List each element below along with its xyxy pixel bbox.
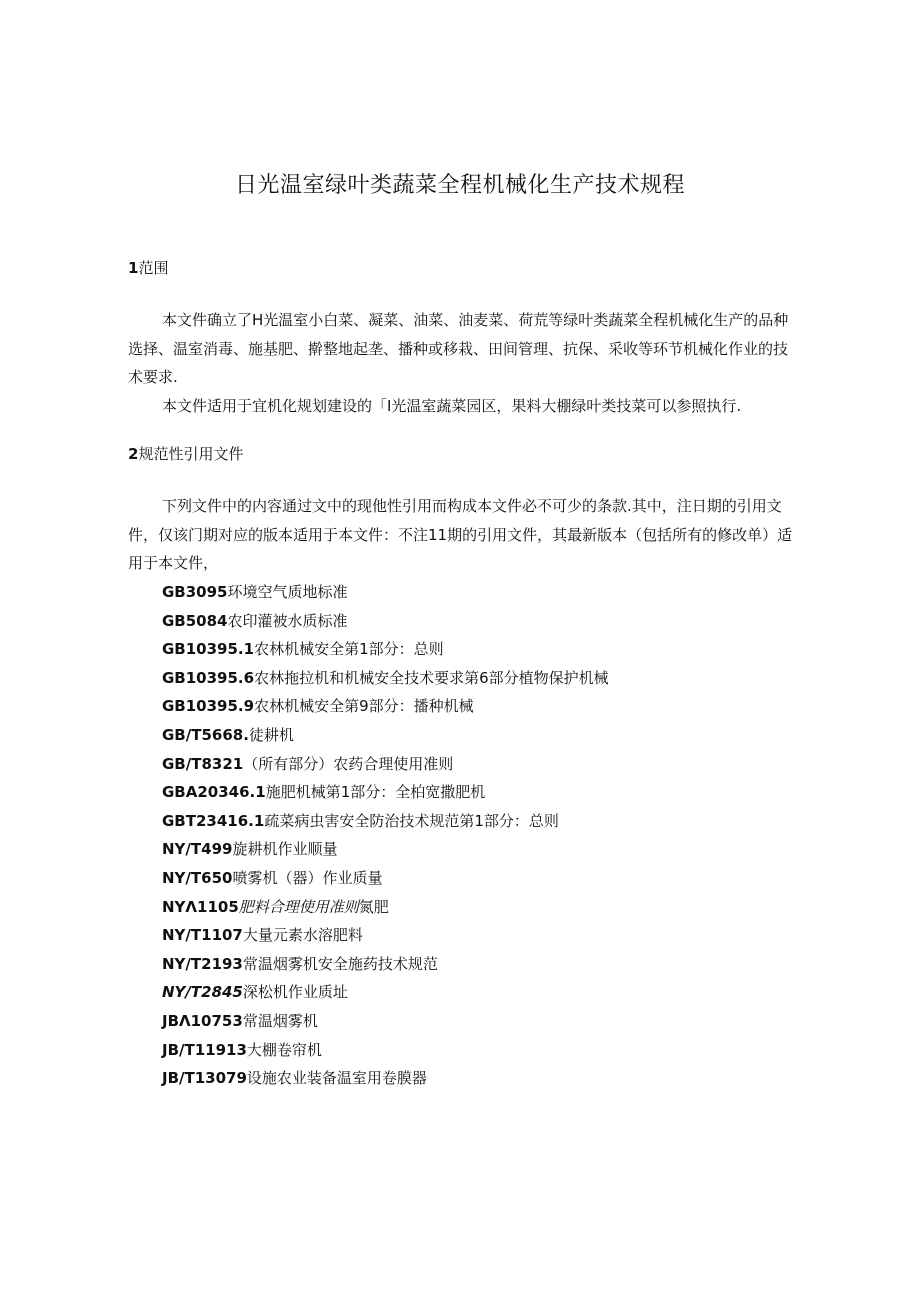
reference-item bbox=[162, 807, 609, 836]
reference-code: GBA20346.1 bbox=[162, 783, 266, 802]
reference-code: NY/T650 bbox=[162, 868, 233, 887]
reference-code: GB10395.1 bbox=[162, 640, 255, 659]
reference-title: 大棚卷帘机 bbox=[246, 1040, 322, 1059]
reference-item bbox=[162, 692, 609, 721]
reference-item bbox=[162, 635, 609, 664]
reference-title: 农印灌被水质标准 bbox=[227, 611, 348, 630]
section-number: 2 bbox=[128, 445, 139, 463]
reference-item bbox=[162, 921, 609, 950]
reference-title: 氮肥 bbox=[358, 897, 389, 916]
reference-item bbox=[162, 950, 609, 979]
reference-title: 大量元素水溶肥料 bbox=[242, 926, 363, 945]
reference-code: NY/T2193 bbox=[162, 954, 243, 973]
reference-code: GB/T5668. bbox=[162, 725, 249, 744]
reference-code: JBΛ10753 bbox=[162, 1011, 243, 1030]
section-number: 1 bbox=[128, 259, 139, 277]
reference-item bbox=[162, 1007, 609, 1036]
reference-title: 常温烟雾机 bbox=[242, 1011, 318, 1030]
reference-title: 疏菜病虫害安全防治技术规范第1部分：总则 bbox=[264, 811, 559, 830]
reference-title: 农林机械安全第9部分：播种机械 bbox=[254, 697, 474, 716]
reference-code: GB10395.6 bbox=[162, 668, 255, 687]
reference-code: JB/T11913 bbox=[162, 1040, 247, 1059]
reference-code: GB3095 bbox=[162, 583, 228, 601]
section-heading-scope bbox=[128, 257, 168, 279]
reference-code: GB/T8321 bbox=[162, 754, 244, 773]
reference-code: GBT23416.1 bbox=[162, 811, 265, 830]
reference-title: 施肥机械第1部分：全柏宽撒肥机 bbox=[265, 783, 486, 802]
reference-item bbox=[162, 864, 609, 893]
reference-item bbox=[162, 978, 609, 1007]
reference-item bbox=[162, 721, 609, 750]
section-title: 范围 bbox=[138, 259, 169, 277]
reference-title-italic: 肥料合理使用准则 bbox=[238, 897, 359, 916]
reference-title: 深松机作业质址 bbox=[242, 983, 348, 1002]
reference-list bbox=[162, 578, 609, 1093]
reference-title: 喷雾机（器）作业质量 bbox=[232, 868, 383, 887]
scope-paragraph-1: 本文件确立了H光温室小白菜、凝菜、油菜、油麦菜、荷荒等绿叶类蔬菜全程机械化生产的品种选择、温室消毒、施基肥、擀整地起垄、播种或移栽、田间管理、抗保、采收等环节机械化作业的技术要求. bbox=[128, 311, 789, 386]
reference-title: 常温烟雾机安全施药技术规范 bbox=[242, 954, 438, 973]
reference-code: NY/T2845 bbox=[162, 983, 243, 1002]
reference-item bbox=[162, 578, 609, 607]
reference-title: （所有部分）农药合理使用准则 bbox=[243, 754, 454, 773]
reference-code: JB/T13079 bbox=[162, 1069, 247, 1088]
reference-code: NYΛ1105 bbox=[162, 897, 239, 916]
scope-paragraph-2: 本文件适用于宜机化规划建设的「I光温室蔬菜园区，果料大棚绿叶类技菜可以参照执行. bbox=[162, 397, 742, 415]
reference-item bbox=[162, 1064, 609, 1093]
references-intro-paragraph: 下列文件中的内容通过文中的现他性引用而构成本文件必不可少的条款.其中，注日期的引用文件，仅该门期对应的版本适用于本文件：不注11期的引用文件，其最新版本（包括所有的修改单）适用于本文件， bbox=[128, 497, 793, 572]
reference-item bbox=[162, 893, 609, 922]
reference-title: 农林拖拉机和机械安全技术要求第6部分植物保护机械 bbox=[254, 668, 609, 687]
reference-item bbox=[162, 1036, 609, 1065]
reference-title: 环境空气质地标准 bbox=[227, 583, 348, 601]
section-title: 规范性引用文件 bbox=[138, 445, 244, 463]
reference-code: NY/T499 bbox=[162, 840, 233, 859]
reference-code: GB10395.9 bbox=[162, 697, 255, 716]
reference-title: 徒耕机 bbox=[248, 725, 294, 744]
document-title: 日光温室绿叶类蔬菜全程机械化生产技术规程 bbox=[234, 173, 685, 198]
reference-title: 农林机械安全第1部分：总则 bbox=[254, 640, 444, 659]
reference-code: GB5084 bbox=[162, 611, 228, 630]
reference-item bbox=[162, 778, 609, 807]
reference-title: 旋耕机作业顺量 bbox=[232, 840, 338, 859]
section-heading-normative-references bbox=[128, 443, 243, 465]
reference-code: NY/T1107 bbox=[162, 926, 243, 945]
reference-item bbox=[162, 835, 609, 864]
reference-item bbox=[162, 750, 609, 779]
reference-item bbox=[162, 607, 609, 636]
reference-item bbox=[162, 664, 609, 693]
reference-title: 设施农业装备温室用卷膜器 bbox=[246, 1069, 427, 1088]
